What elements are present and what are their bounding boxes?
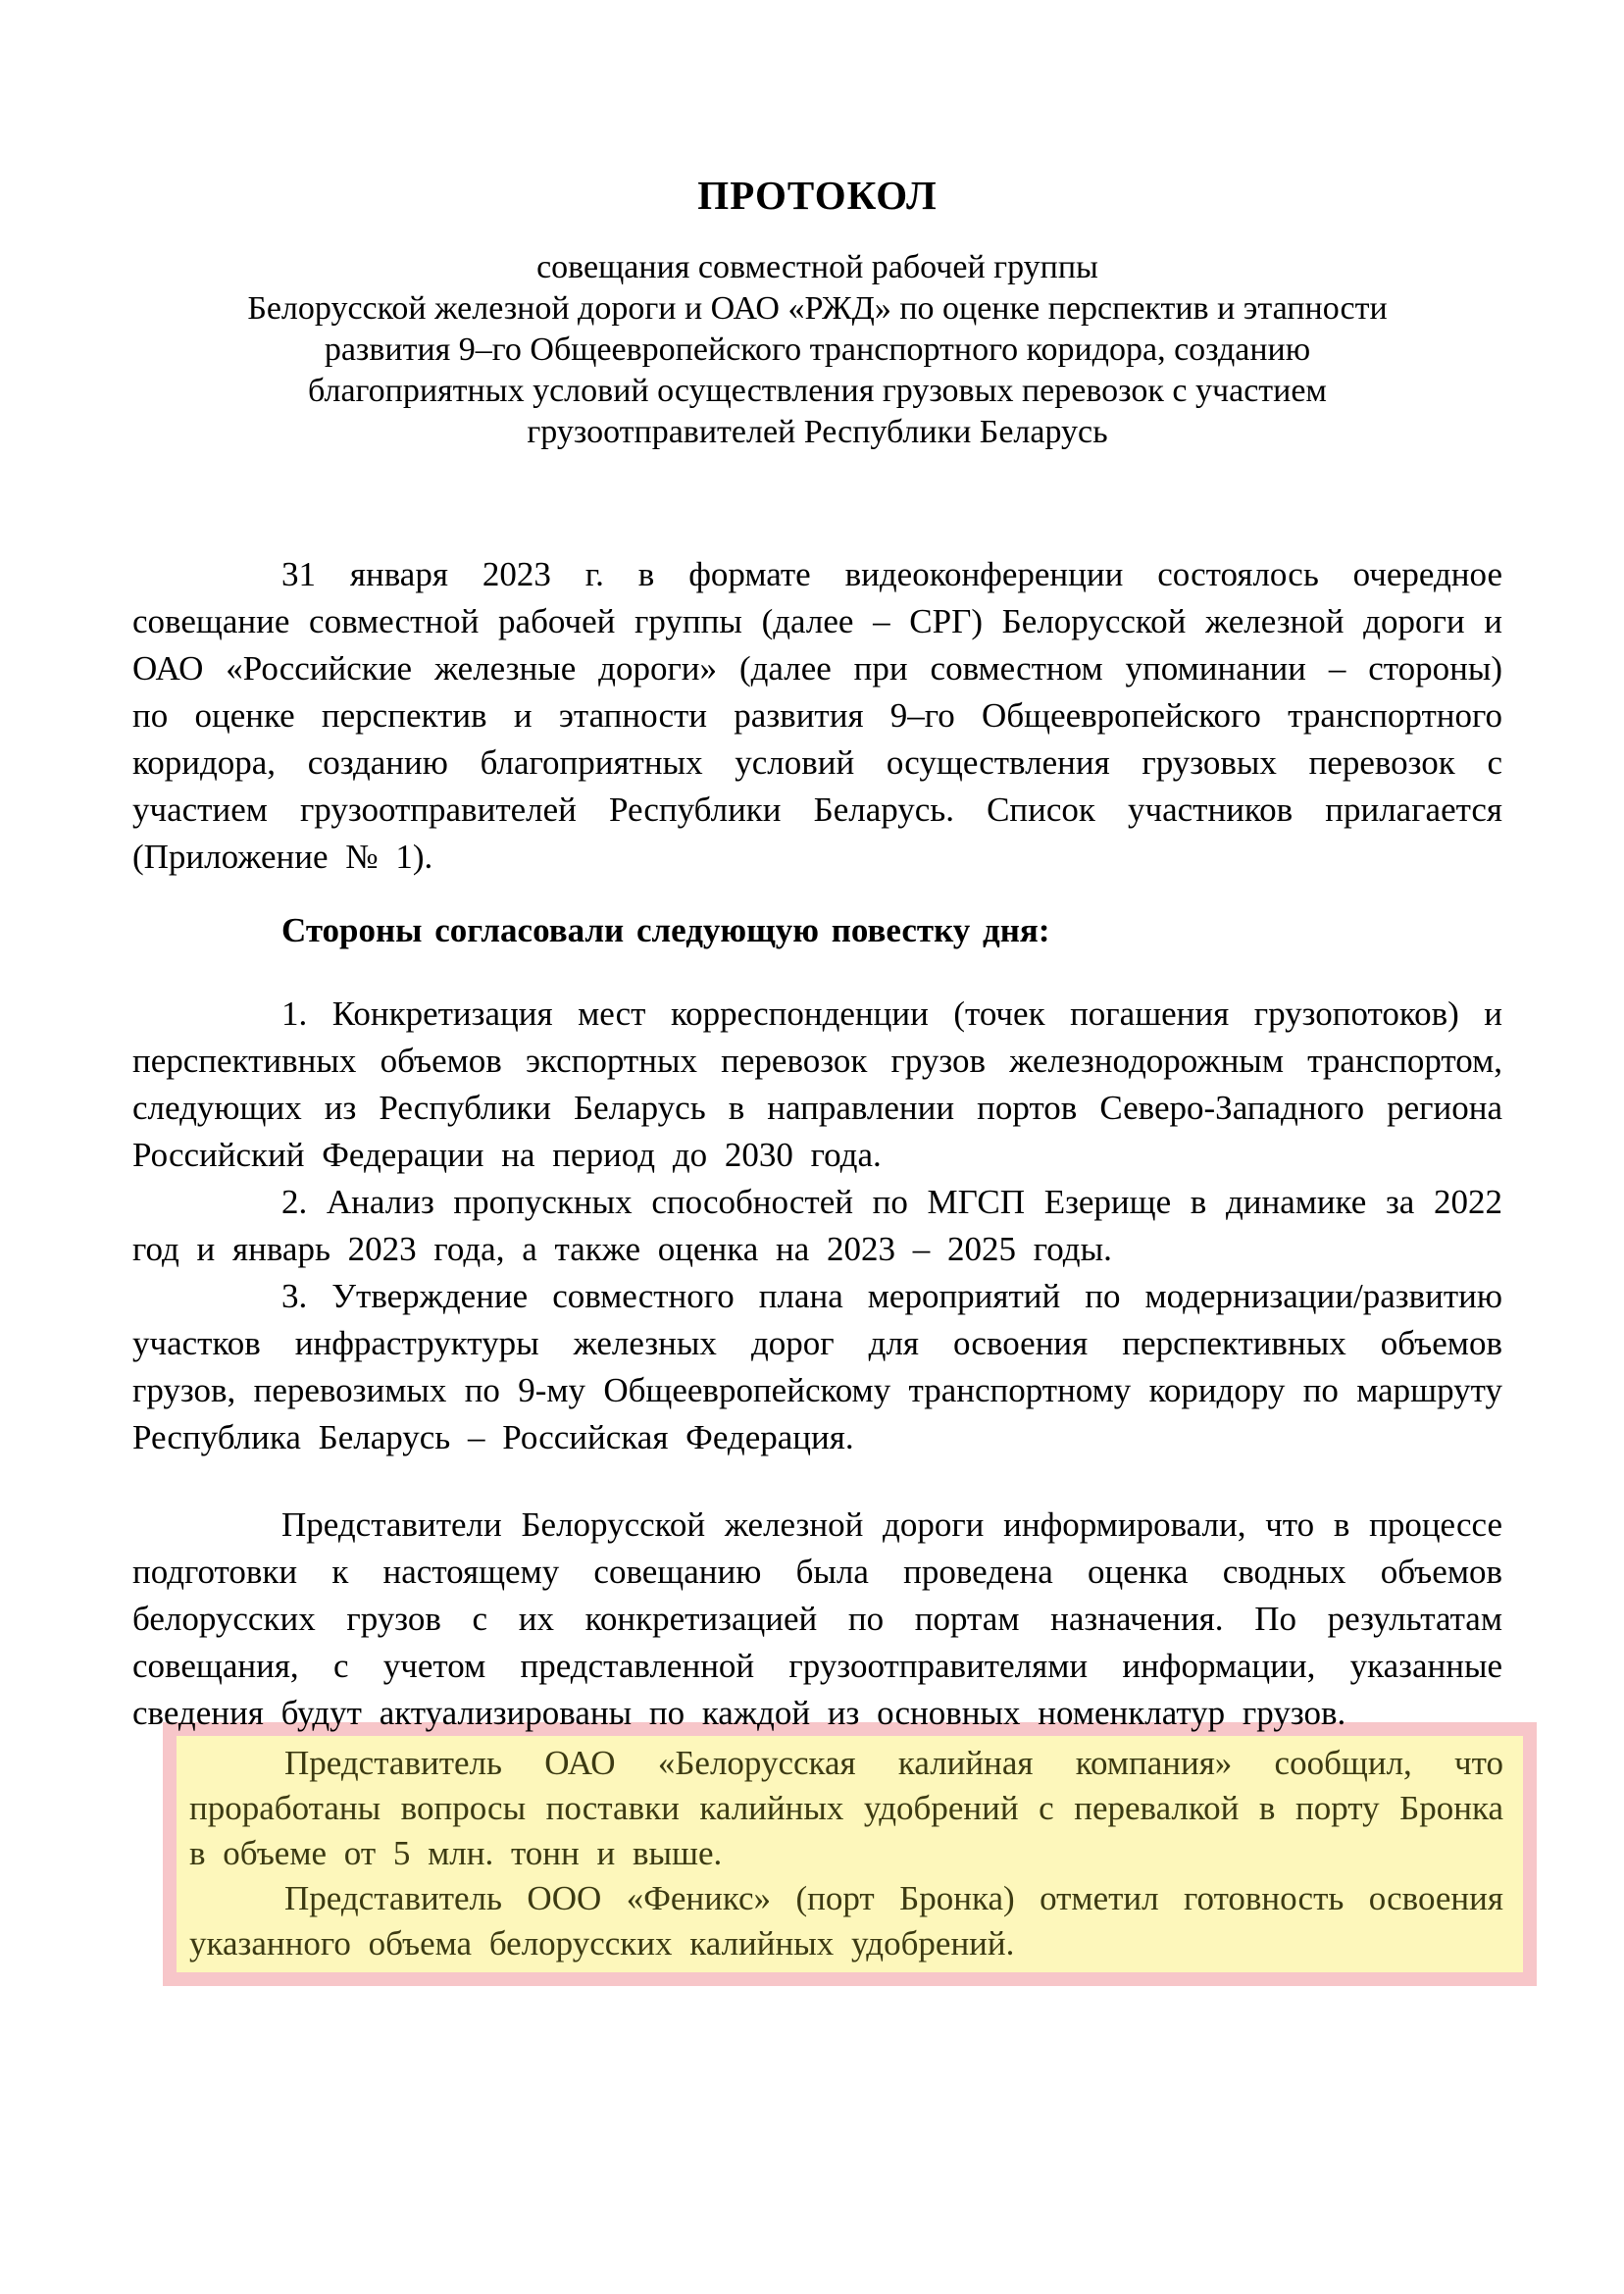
agenda-item-1: 1. Конкретизация мест корреспонденции (точек погашения грузопотоков) и перспективных объемов экспортных перевозок грузов железнодорожным транспортом, следующих из Республики Беларусь в направлении портов Северо-Западного региона Российский Федерации на период до 2030 года. [132,994,1502,1174]
subtitle-line-5: грузоотправителей Республики Беларусь [527,414,1108,450]
subtitle-line-3: развития 9–го Общеевропейского транспортного коридора, созданию [324,331,1311,368]
highlight-paragraph-1: Представитель ОАО «Белорусская калийная компания» сообщил, что проработаны вопросы поставки калийных удобрений с перевалкой в порту Бронка в объеме от 5 млн. тонн и выше. [189,1744,1503,1872]
agenda-item-2: 2. Анализ пропускных способностей по МГСП Езерище в динамике за 2022 год и январь 2023 года, а также оценка на 2023 – 2025 годы. [132,1183,1502,1268]
intro-paragraph: 31 января 2023 г. в формате видеоконференции состоялось очередное совещание совместной рабочей группы (далее – СРГ) Белорусской железной дороги и ОАО «Российские железные дороги» (далее при совместном упоминании – стороны) по оценке перспектив и этапности развития 9–го Общеевропейского транспортного коридора, созданию благоприятных условий осуществления грузовых перевозок с участием грузоотправителей Республики Беларусь. Список участников прилагается (Приложение № 1). [132,555,1502,876]
brz-info-paragraph: Представители Белорусской железной дороги информировали, что в процессе подготовки к настоящему совещанию была проведена оценка сводных объемов белорусских грузов с их конкретизацией по портам назначения. По результатам совещания, с учетом представленной грузоотправителями информации, указанные сведения будут актуализированы по каждой из основных номенклатур грузов. [132,1505,1502,1732]
agenda-item-3: 3. Утверждение совместного плана мероприятий по модернизации/развитию участков инфраструктуры железных дорог для освоения перспективных объемов грузов, перевозимых по 9-му Общеевропейскому транспортному коридору по маршруту Республика Беларусь – Российская Федерация. [132,1277,1502,1456]
document-subtitle [132,247,1502,453]
subtitle-line-1: совещания совместной рабочей группы [536,249,1098,285]
agenda-heading: Стороны согласовали следующую повестку дня: [281,911,1050,949]
highlight-paragraph-2: Представитель ООО «Феникс» (порт Бронка) отметил готовность освоения указанного объема белорусских калийных удобрений. [189,1879,1503,1963]
subtitle-line-2: Белорусской железной дороги и ОАО «РЖД» по оценке перспектив и этапности [247,290,1388,327]
document-title: ПРОТОКОЛ [697,173,938,218]
subtitle-line-4: благоприятных условий осуществления грузовых перевозок с участием [308,373,1327,409]
highlighted-block [163,1722,1537,1986]
